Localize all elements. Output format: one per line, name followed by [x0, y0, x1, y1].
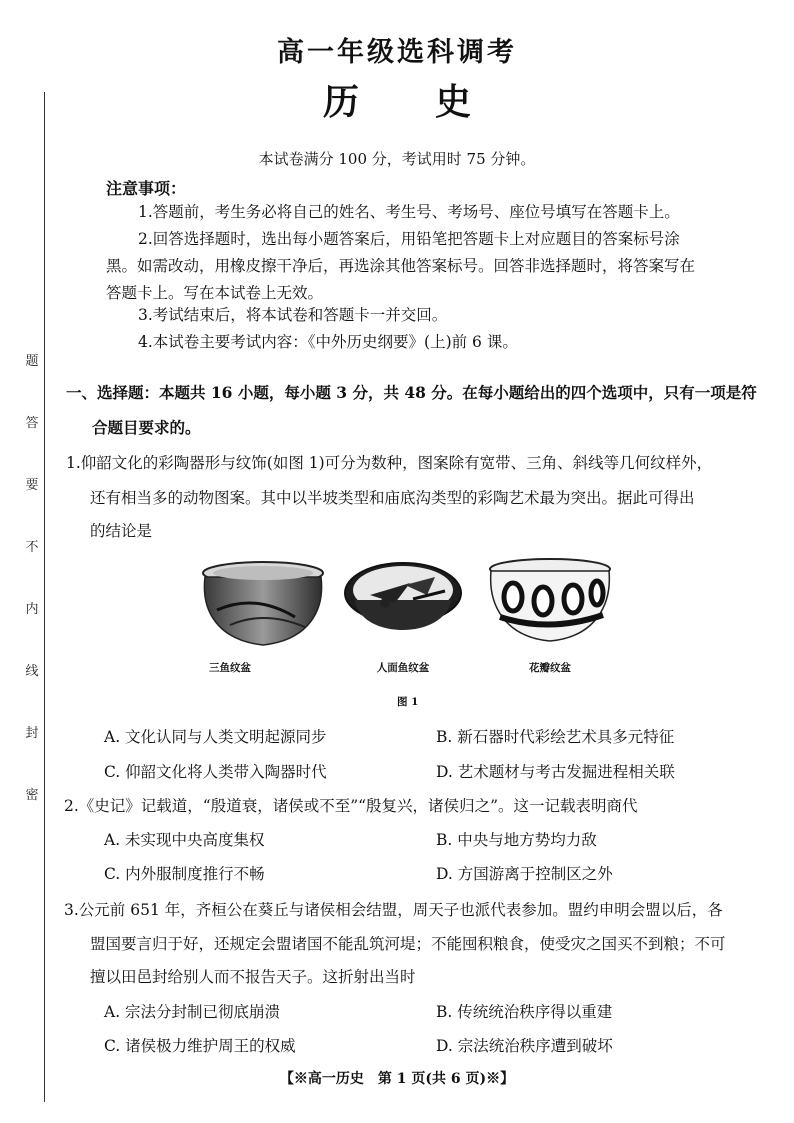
option-a: A. 宗法分封制已彻底崩溃 — [104, 1003, 281, 1021]
question-3-stem: 擅以田邑封给别人而不报告天子。这折射出当时 — [90, 968, 416, 986]
option-a: A. 未实现中央高度集权 — [104, 831, 265, 849]
seal-char: 不 — [25, 540, 39, 555]
option-b: B. 中央与地方势均力敌 — [436, 831, 597, 849]
seal-char: 线 — [25, 664, 39, 679]
option-c: C. 仰韶文化将人类带入陶器时代 — [104, 763, 327, 781]
exam-title: 高一年级选科调考 — [277, 37, 517, 68]
seal-char: 密 — [25, 788, 39, 803]
option-b: B. 新石器时代彩绘艺术具多元特征 — [436, 728, 675, 746]
pottery-figure — [195, 555, 615, 655]
figure-label: 图 1 — [397, 696, 419, 708]
notice-item: 答题卡上。写在本试卷上无效。 — [106, 284, 324, 302]
human-face-fish-basin — [345, 563, 461, 630]
option-d: D. 艺术题材与考古发掘进程相关联 — [436, 763, 675, 781]
notice-item: 4.本试卷主要考试内容：《中外历史纲要》(上)前 6 课。 — [138, 333, 518, 351]
seal-char: 题 — [25, 354, 39, 369]
notice-item: 2.回答选择题时，选出每小题答案后，用铅笔把答题卡上对应题目的答案标号涂 — [138, 230, 680, 248]
seal-char: 要 — [25, 478, 39, 493]
seal-line — [44, 92, 45, 1102]
option-c: C. 诸侯极力维护周王的权威 — [104, 1037, 296, 1055]
question-3-stem: 3.公元前 651 年，齐桓公在葵丘与诸侯相会结盟，周天子也派代表参加。盟约申明会盟以后，各 — [64, 901, 723, 919]
figure-caption: 人面鱼纹盆 — [376, 662, 430, 674]
seal-char: 封 — [25, 726, 39, 741]
subject-char: 史 — [435, 81, 472, 123]
seal-char: 答 — [25, 416, 39, 431]
notice-item: 黑。如需改动，用橡皮擦干净后，再选涂其他答案标号。回答非选择题时，将答案写在 — [106, 257, 696, 275]
subject-title — [0, 74, 794, 125]
notice-item: 3.考试结束后，将本试卷和答题卡一并交回。 — [138, 306, 448, 324]
notice-item: 1.答题前，考生务必将自己的姓名、考生号、考场号、座位号填写在答题卡上。 — [138, 203, 680, 221]
question-1-stem: 1.仰韶文化的彩陶器形与纹饰(如图 1)可分为数种，图案除有宽带、三角、斜线等几何纹样外， — [66, 454, 713, 472]
option-b: B. 传统统治秩序得以重建 — [436, 1003, 613, 1021]
exam-intro: 本试卷满分 100 分，考试用时 75 分钟。 — [258, 150, 536, 168]
flower-petal-basin — [490, 559, 610, 641]
figure-caption: 三鱼纹盆 — [209, 662, 251, 674]
section-heading-cont: 合题目要求的。 — [92, 418, 201, 437]
option-a: A. 文化认同与人类文明起源同步 — [104, 728, 327, 746]
page-footer: 【※高一历史 第 1 页(共 6 页)※】 — [279, 1071, 515, 1087]
figure-caption: 花瓣纹盆 — [529, 662, 571, 674]
question-1-stem: 还有相当多的动物图案。其中以半坡类型和庙底沟类型的彩陶艺术最为突出。据此可得出 — [90, 489, 695, 507]
option-c: C. 内外服制度推行不畅 — [104, 865, 265, 883]
question-1-stem: 的结论是 — [90, 522, 153, 540]
option-d: D. 方国游离于控制区之外 — [436, 865, 613, 883]
section-heading: 一、选择题：本题共 16 小题，每小题 3 分，共 48 分。在每小题给出的四个选项中，只有一项是符 — [66, 383, 757, 402]
three-fish-basin — [203, 562, 323, 645]
question-3-stem: 盟国要言归于好，还规定会盟诸国不能乱筑河堤；不能囤积粮食，使受灾之国买不到粮；不可 — [90, 935, 726, 953]
subject-char: 历 — [322, 81, 359, 123]
question-2-stem: 2.《史记》记载道，“殷道衰，诸侯或不至”“殷复兴，诸侯归之”。这一记载表明商代 — [64, 797, 638, 815]
seal-char: 内 — [25, 602, 39, 617]
option-d: D. 宗法统治秩序遭到破坏 — [436, 1037, 613, 1055]
notice-heading: 注意事项： — [106, 179, 187, 198]
